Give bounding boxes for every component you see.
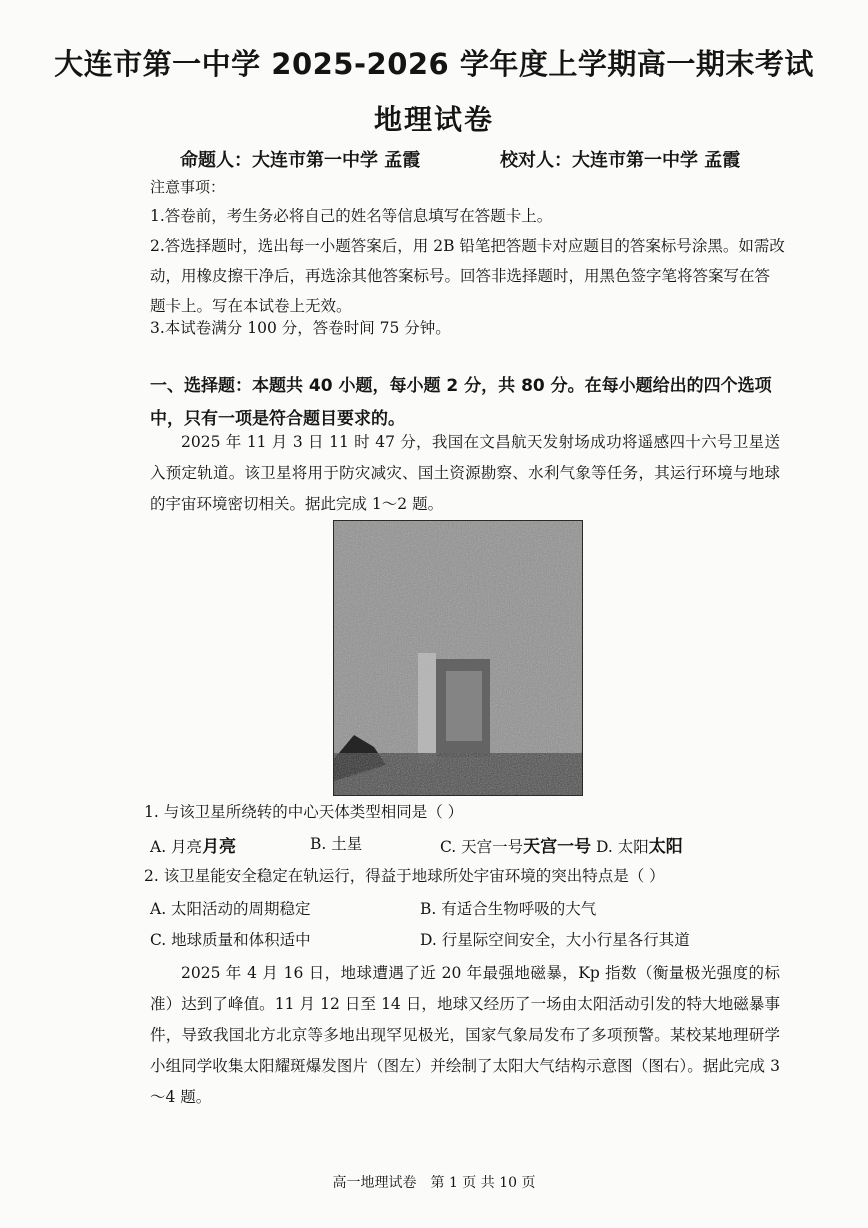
intro-text: 2025 年 11 月 3 日 11 时 47 分，我国在文昌航天发射场成功将遥感四十六号卫星送入预定轨道。该卫星将用于防灾减灾、国土资源勘察、水利气象等任务，其运行环境与地球的宇宙环境密切相关。据此完成 1～2 题。	[150, 433, 780, 513]
note-item: 1.答卷前，考生务必将自己的姓名等信息填写在答题卡上。	[150, 207, 553, 225]
intro-text: 2025 年 4 月 16 日，地球遭遇了近 20 年最强地磁暴，Kp 指数（衡量极光强度的标准）达到了峰值。11 月 12 日至 14 日，地球又经历了一场由太阳活动引发的特大地磁暴事件，导致我国北方北京等多地出现罕见极光，国家气象局发布了多项预警。某校某地理研学小组同学收集太阳耀斑爆发图片（图左）并绘制了太阳大气结构示意图（图右）。据此完成 3～4 题。	[150, 964, 780, 1106]
note-item: 动，用橡皮擦干净后，再选涂其他答案标号。回答非选择题时，用黑色签字笔将答案写在答	[150, 267, 771, 285]
page-footer: 高一地理试卷 第 1 页 共 10 页	[332, 1175, 536, 1191]
q1-option-b: B. 土星	[310, 835, 363, 853]
q2-option-a: A. 太阳活动的周期稳定	[150, 900, 311, 918]
author-line	[180, 146, 808, 172]
q2-option-d: D. 行星际空间安全，大小行星各行其道	[420, 931, 690, 949]
note-item: 3.本试卷满分 100 分，答卷时间 75 分钟。	[150, 319, 451, 337]
q1-option-d: D. 太阳太阳	[596, 837, 683, 857]
question-2-stem: 2. 该卫星能安全稳定在轨运行，得益于地球所处宇宙环境的突出特点是（ ）	[144, 867, 665, 885]
satellite-launch-photo	[333, 520, 583, 796]
note-item: 题卡上。写在本试卷上无效。	[150, 297, 352, 315]
question-intro-2	[150, 958, 780, 1113]
notes-heading: 注意事项：	[150, 178, 226, 196]
q1-option-a: A. 月亮月亮	[150, 837, 237, 857]
q1-option-c: C. 天宫一号天宫一号	[440, 837, 592, 857]
q2-option-c: C. 地球质量和体积适中	[150, 931, 311, 949]
section-heading: 一、选择题：本题共 40 小题，每小题 2 分，共 80 分。在每小题给出的四个选项中，只有一项是符合题目要求的。	[150, 376, 772, 429]
question-intro-1	[150, 427, 780, 520]
launch-photo-graphic	[334, 521, 582, 795]
question-1-stem: 1. 与该卫星所绕转的中心天体类型相同是（ ）	[144, 803, 464, 821]
checker: 校对人：大连市第一中学 孟霞	[500, 150, 741, 171]
author: 命题人：大连市第一中学 孟霞	[180, 150, 421, 171]
exam-subtitle: 地理试卷	[373, 103, 494, 136]
q2-option-b: B. 有适合生物呼吸的大气	[420, 900, 597, 918]
exam-title: 大连市第一中学 2025-2026 学年度上学期高一期末考试	[54, 47, 814, 81]
note-item: 2.答选择题时，选出每一小题答案后，用 2B 铅笔把答题卡对应题目的答案标号涂黑。如需改	[150, 237, 785, 255]
